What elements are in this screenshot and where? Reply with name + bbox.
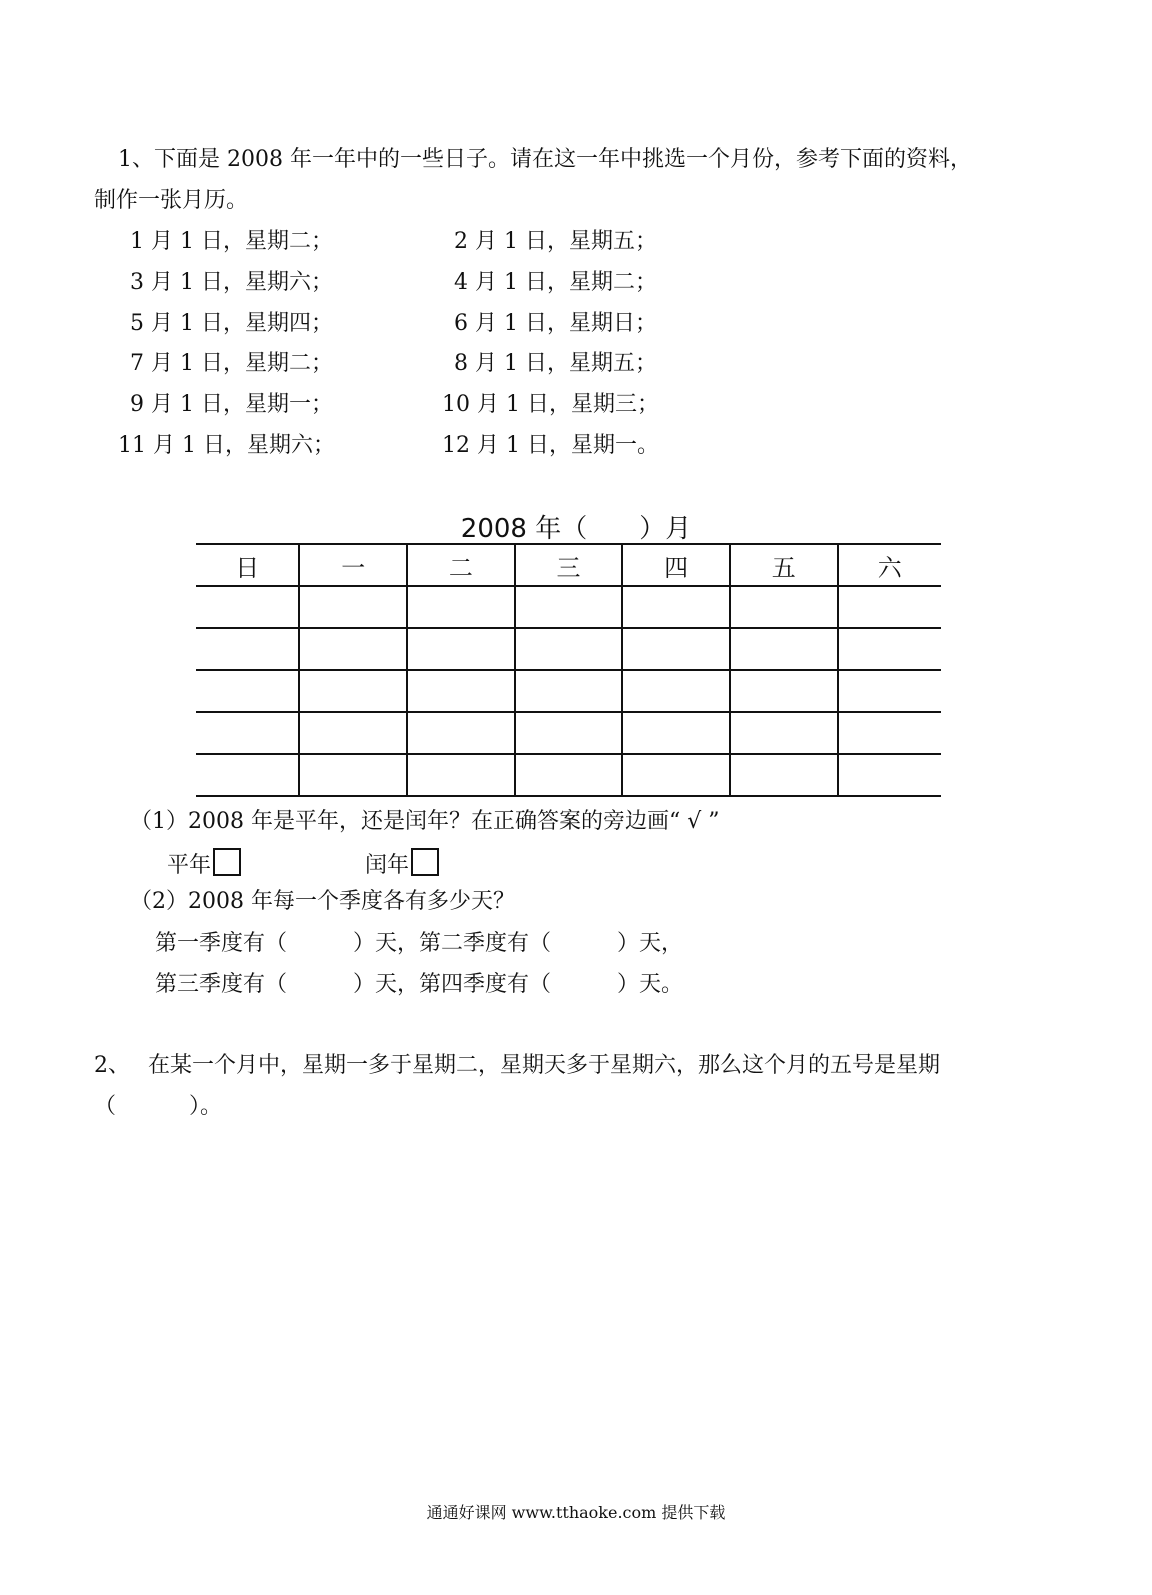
calendar-cell[interactable] <box>515 712 623 754</box>
calendar-cell[interactable] <box>196 670 299 712</box>
option-common-year <box>167 848 241 879</box>
calendar-cell[interactable] <box>515 670 623 712</box>
calendar-cell[interactable] <box>299 586 407 628</box>
calendar-cell[interactable] <box>622 754 730 796</box>
sub1-question: （1）2008 年是平年，还是闰年？在正确答案的旁边画“ √ ” <box>130 809 720 834</box>
sub2-line1: 第一季度有（ ）天，第二季度有（ ）天， <box>155 931 684 956</box>
date-right-4: 8 月 1 日，星期五； <box>454 351 657 376</box>
date-right-3: 6 月 1 日，星期日； <box>454 311 657 336</box>
weekday-sat: 六 <box>838 544 941 586</box>
calendar-week-row <box>196 754 941 796</box>
date-left-1: 1 月 1 日，星期二； <box>130 229 333 254</box>
calendar-cell[interactable] <box>299 628 407 670</box>
calendar-cell[interactable] <box>730 712 838 754</box>
option-common-label: 平年 <box>167 853 212 878</box>
leap-year-checkbox[interactable] <box>411 848 439 876</box>
sub2-line2: 第三季度有（ ）天，第四季度有（ ）天。 <box>155 972 684 997</box>
calendar-week-row <box>196 712 941 754</box>
q1-intro-line2: 制作一张月历。 <box>94 188 249 213</box>
calendar-cell[interactable] <box>196 586 299 628</box>
calendar-cell[interactable] <box>407 712 515 754</box>
calendar-week-row <box>196 670 941 712</box>
calendar-cell[interactable] <box>730 628 838 670</box>
option-leap-label: 闰年 <box>365 853 410 878</box>
q2-line1: 2、 在某一个月中，星期一多于星期二，星期天多于星期六，那么这个月的五号是星期 <box>94 1053 940 1078</box>
calendar-cell[interactable] <box>622 586 730 628</box>
calendar-cell[interactable] <box>196 754 299 796</box>
calendar-cell[interactable] <box>407 670 515 712</box>
calendar-cell[interactable] <box>622 670 730 712</box>
date-right-5: 10 月 1 日，星期三； <box>442 392 659 417</box>
date-left-5: 9 月 1 日，星期一； <box>130 392 333 417</box>
option-leap-year <box>365 848 439 879</box>
calendar-cell[interactable] <box>730 586 838 628</box>
calendar-cell[interactable] <box>407 628 515 670</box>
q2-line2: （ ）。 <box>94 1094 222 1119</box>
calendar-cell[interactable] <box>299 754 407 796</box>
calendar-cell[interactable] <box>730 754 838 796</box>
calendar-cell[interactable] <box>196 628 299 670</box>
calendar-cell[interactable] <box>196 712 299 754</box>
calendar-cell[interactable] <box>299 670 407 712</box>
q1-intro-line1: 1、下面是 2008 年一年中的一些日子。请在这一年中挑选一个月份，参考下面的资料， <box>118 147 972 172</box>
calendar-cell[interactable] <box>515 754 623 796</box>
common-year-checkbox[interactable] <box>213 848 241 876</box>
date-left-3: 5 月 1 日，星期四； <box>130 311 333 336</box>
calendar-cell[interactable] <box>838 754 941 796</box>
footer-note: 通通好课网 www.tthaoke.com 提供下载 <box>426 1503 726 1522</box>
calendar-cell[interactable] <box>838 628 941 670</box>
calendar-cell[interactable] <box>515 628 623 670</box>
date-right-2: 4 月 1 日，星期二； <box>454 270 657 295</box>
calendar-week-row <box>196 628 941 670</box>
calendar-cell[interactable] <box>730 670 838 712</box>
calendar-header-row <box>196 544 941 586</box>
calendar-cell[interactable] <box>299 712 407 754</box>
calendar-table <box>196 543 941 797</box>
calendar-cell[interactable] <box>515 586 623 628</box>
calendar-cell[interactable] <box>838 670 941 712</box>
calendar-cell[interactable] <box>838 712 941 754</box>
calendar-title: 2008 年（ ）月 <box>460 514 692 544</box>
date-right-1: 2 月 1 日，星期五； <box>454 229 657 254</box>
weekday-wed: 三 <box>515 544 623 586</box>
weekday-fri: 五 <box>730 544 838 586</box>
calendar-cell[interactable] <box>407 754 515 796</box>
sub2-question: （2）2008 年每一个季度各有多少天？ <box>130 889 515 914</box>
date-left-4: 7 月 1 日，星期二； <box>130 351 333 376</box>
date-left-6: 11 月 1 日，星期六； <box>118 433 335 458</box>
date-left-2: 3 月 1 日，星期六； <box>130 270 333 295</box>
weekday-thu: 四 <box>622 544 730 586</box>
calendar-cell[interactable] <box>622 628 730 670</box>
weekday-mon: 一 <box>299 544 407 586</box>
calendar-cell[interactable] <box>622 712 730 754</box>
date-right-6: 12 月 1 日，星期一。 <box>442 433 659 458</box>
calendar-cell[interactable] <box>838 586 941 628</box>
calendar-week-row <box>196 586 941 628</box>
calendar-cell[interactable] <box>407 586 515 628</box>
weekday-tue: 二 <box>407 544 515 586</box>
weekday-sun: 日 <box>196 544 299 586</box>
